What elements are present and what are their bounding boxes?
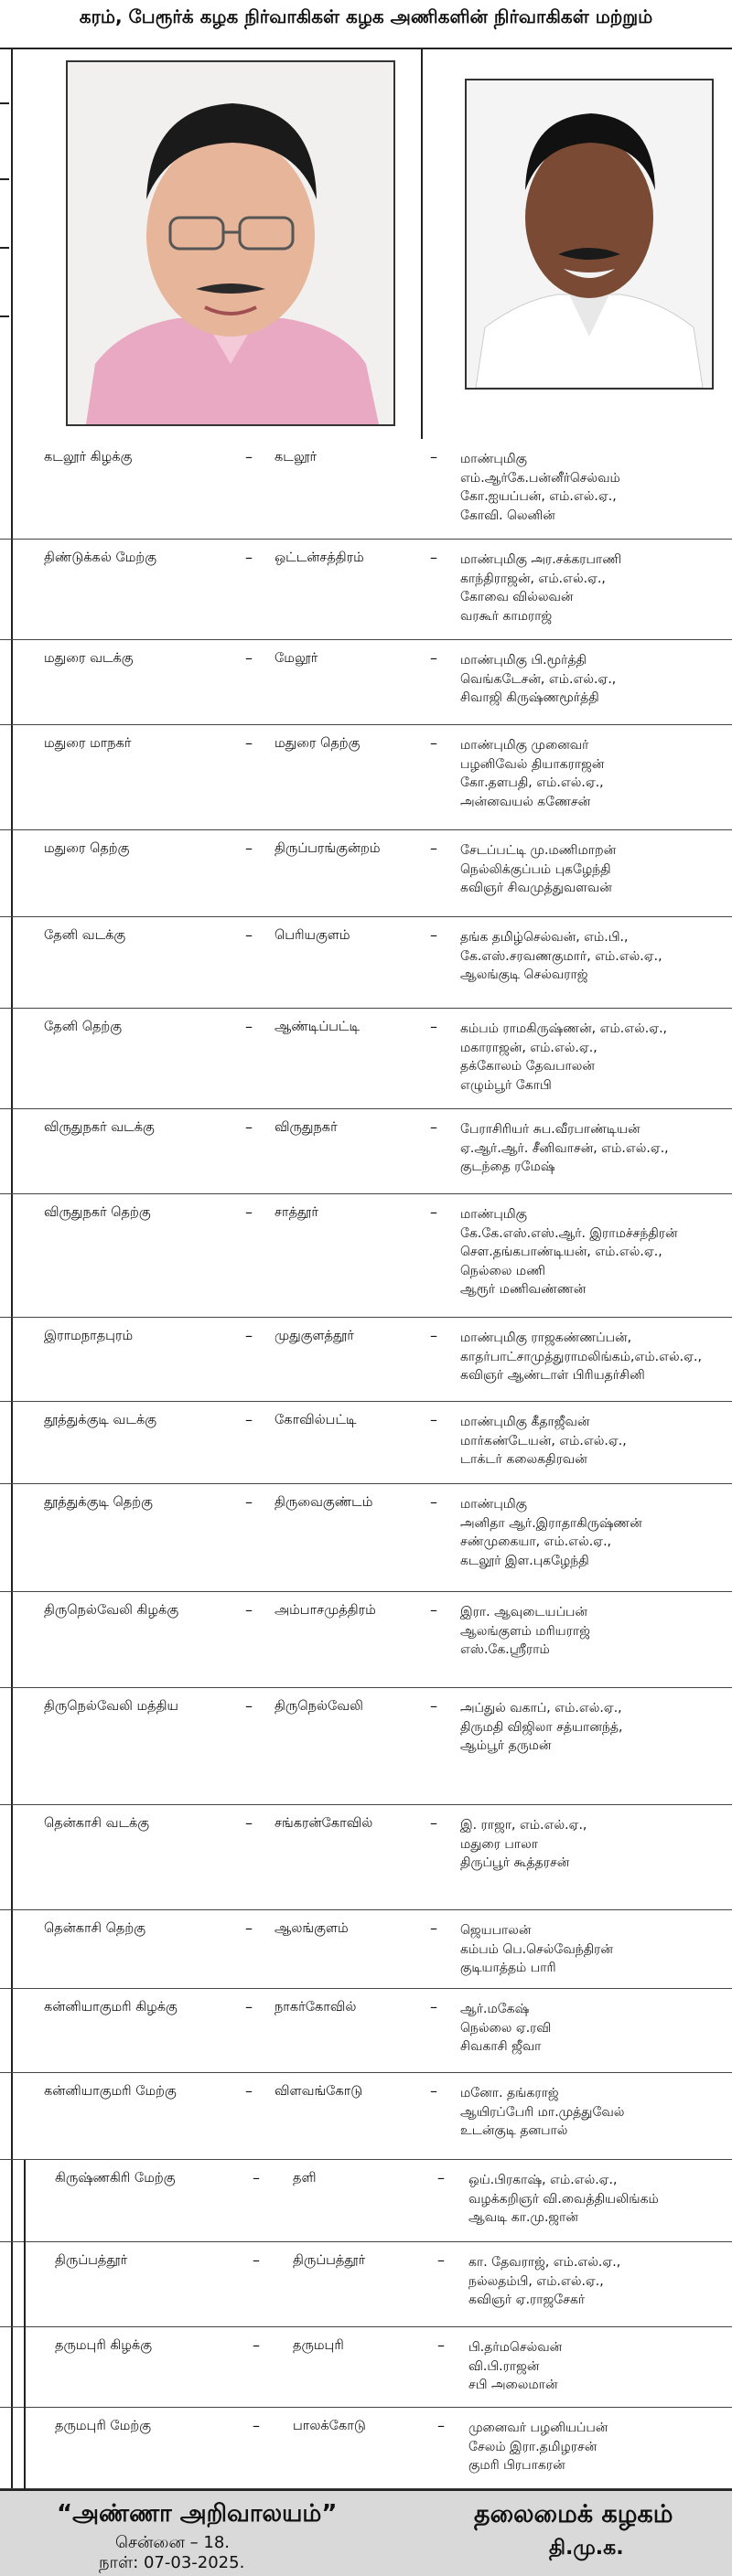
table-row [0, 640, 732, 725]
table-row [0, 439, 732, 540]
dash-separator: – [253, 2251, 260, 2269]
dash-separator: – [245, 1203, 253, 1221]
speaker-name: ஆயிரப்பேரி மா.முத்துவேல் [460, 2104, 625, 2120]
speaker-names [460, 1699, 730, 1756]
constituency-name: பெரியகுளம் [274, 928, 350, 943]
constituency-name: கடலூர் [274, 450, 318, 465]
speaker-name: கோ.தளபதி, எம்.எல்.ஏ., [460, 775, 604, 790]
table-row [0, 725, 732, 830]
dash-separator: – [245, 1018, 253, 1035]
table-row [0, 1484, 732, 1592]
speaker-name: நெல்லிக்குப்பம் புகழேந்தி [460, 861, 611, 877]
constituency-name: திருவைகுண்டம் [274, 1495, 373, 1510]
speaker-name: காதர்பாட்சாமுத்துராமலிங்கம்,எம்.எல்.ஏ., [460, 1349, 702, 1364]
table-row [0, 1009, 732, 1109]
constituency-name: விருதுநகர் [274, 1120, 338, 1135]
speaker-name: ஆவடி கா.மு.ஜான் [468, 2210, 578, 2225]
table-row [0, 1109, 732, 1194]
table-row [0, 1194, 732, 1318]
speaker-name: பழனிவேல் தியாகராஜன் [460, 756, 605, 772]
dash-separator: – [245, 1998, 253, 2015]
speaker-name: மாண்புமிகு அர.சக்கரபாணி [460, 552, 622, 567]
speaker-name: காந்திராஜன், எம்.எல்.ஏ., [460, 571, 606, 586]
dash-separator: – [245, 2082, 253, 2100]
dash-separator: – [245, 549, 253, 566]
constituency-name: ஆண்டிப்பட்டி [274, 1020, 360, 1034]
margin-tick [0, 315, 9, 317]
dash-separator: – [253, 2417, 260, 2434]
dash-separator: – [253, 2336, 260, 2354]
district-name: கன்னியாகுமரி கிழக்கு [44, 2000, 178, 2015]
dash-separator: – [430, 1327, 437, 1344]
table-row [0, 540, 732, 640]
speaker-name: ஒய்.பிரகாஷ், எம்.எல்.ஏ., [468, 2173, 618, 2187]
dash-separator: – [430, 1697, 437, 1715]
speaker-names [468, 2338, 732, 2395]
margin-tick [0, 178, 9, 180]
dash-separator: – [430, 649, 437, 667]
dash-separator: – [245, 839, 253, 857]
speaker-name: மாண்புமிகு பி.மூர்த்தி [460, 653, 587, 668]
speaker-name: இ. ராஜா, எம்.எல்.ஏ., [460, 1818, 587, 1833]
constituency-name: முதுகுளத்தூர் [274, 1329, 354, 1343]
constituency-name: அம்பாசமுத்திரம் [274, 1603, 376, 1618]
speaker-name: தக்கோலம் தேவபாலன் [460, 1059, 596, 1074]
speaker-names [460, 1120, 730, 1177]
speaker-name: ஏ.ஆர்.ஆர். சீனிவாசன், எம்.எல்.ஏ., [460, 1140, 669, 1156]
table-row [0, 2160, 732, 2242]
speaker-name: மாண்புமிகு [460, 1497, 527, 1512]
dash-separator: – [430, 1601, 437, 1619]
speaker-name: பேராசிரியர் சுப.வீரபாண்டியன் [460, 1122, 640, 1137]
dash-separator: – [430, 734, 437, 752]
dash-separator: – [430, 1493, 437, 1511]
constituency-name: திருப்பத்தூர் [293, 2253, 366, 2268]
speaker-name: கம்பம் ராமகிருஷ்ணன், எம்.எல்.ஏ., [460, 1021, 668, 1036]
photo-corner-line [11, 48, 57, 49]
dash-separator: – [253, 2169, 260, 2186]
table-row [0, 1989, 732, 2073]
speaker-names [460, 1020, 730, 1095]
speaker-name: மாண்புமிகு [460, 1207, 527, 1222]
footer-city: சென்னை – 18. [115, 2533, 230, 2552]
constituency-name: தருமபுரி [293, 2338, 344, 2353]
dash-separator: – [245, 1919, 253, 1937]
dash-separator: – [430, 1118, 437, 1136]
speaker-name: கடலூர் இள.புகழேந்தி [460, 1553, 589, 1568]
speaker-name: டாக்டர் கலைகதிரவன் [460, 1452, 587, 1467]
speaker-name: கோவி. லெனின் [460, 508, 555, 523]
speaker-name: மாண்புமிகு [460, 452, 527, 466]
speaker-name: சேலம் இரா.தமிழரசன் [468, 2439, 597, 2454]
constituency-name: விளவங்கோடு [274, 2084, 363, 2099]
dash-separator: – [430, 448, 437, 465]
district-name: தூத்துக்குடி தெற்கு [44, 1495, 153, 1510]
speaker-name: முனைவர் பழனியப்பன் [468, 2421, 608, 2435]
speaker-names [460, 1329, 730, 1385]
constituency-name: தளி [293, 2171, 317, 2186]
district-name: தருமபுரி மேற்கு [55, 2419, 152, 2433]
dash-separator: – [430, 1814, 437, 1832]
dash-separator: – [430, 2082, 437, 2100]
speaker-name: மகாராஜன், எம்.எல்.ஏ., [460, 1040, 597, 1055]
speaker-names [460, 1603, 730, 1660]
page-footer [0, 2489, 732, 2576]
speaker-name: நல்லதம்பி, எம்.எல்.ஏ., [468, 2273, 604, 2289]
table-row [0, 2408, 732, 2489]
speaker-name: அன்னவயல் கணேசன் [460, 794, 591, 809]
speaker-name: கோ.ஐயப்பன், எம்.எல்.ஏ., [460, 489, 617, 504]
speaker-name: கவிஞர் சிவமுத்துவளவன் [460, 881, 612, 895]
district-name: மதுரை மாநகர் [44, 736, 132, 751]
table-row [0, 830, 732, 917]
portrait-photo-left [66, 60, 395, 426]
dash-separator: – [245, 1493, 253, 1511]
speaker-name: வரகூர் காமராஜ் [460, 608, 553, 624]
dash-separator: – [430, 1919, 437, 1937]
speaker-name: நெல்லை ஏ.ரவி [460, 2020, 552, 2036]
speaker-names [460, 2084, 730, 2141]
speaker-names [460, 736, 730, 811]
speaker-name: ஆர்.மகேஷ் [460, 2002, 530, 2016]
speaker-name: எஸ்.கே.ஸ்ரீராம் [460, 1642, 550, 1657]
dash-separator: – [245, 734, 253, 752]
speaker-name: ஆலங்குளம் மரியராஜ் [460, 1623, 590, 1639]
speaker-name: இரா. ஆவுடையப்பன் [460, 1605, 587, 1619]
speaker-name: சேடப்பட்டி மு.மணிமாறன் [460, 843, 617, 858]
speaker-name: வி.பி.ராஜன் [468, 2358, 540, 2374]
district-name: மதுரை தெற்கு [44, 841, 130, 856]
speaker-name: குடியாத்தம் பாரி [460, 1961, 556, 1975]
footer-date: நாள்: 07-03-2025. [99, 2553, 245, 2572]
speaker-name: குடந்தை ரமேஷ் [460, 1160, 555, 1174]
table-row [0, 1318, 732, 1402]
header-text: கரம், பேரூர்க் கழக நிர்வாகிகள் கழக அணிகளின் நிர்வாகிகள் மற்றும் [79, 5, 653, 27]
dash-separator: – [430, 839, 437, 857]
speaker-name: ஆலங்குடி செல்வராஜ் [460, 967, 588, 982]
speaker-name: திருமதி விஜிலா சத்யானந்த், [460, 1719, 623, 1735]
speaker-names [460, 2000, 730, 2057]
constituency-name: திருநெல்வேலி [274, 1699, 363, 1714]
dash-separator: – [245, 1601, 253, 1619]
speaker-name: சௌ.தங்கபாண்டியன், எம்.எல்.ஏ., [460, 1245, 662, 1259]
speaker-name: மாண்புமிகு கீதாஜீவன் [460, 1415, 590, 1429]
speaker-name: கம்பம் பெ.செல்வேந்திரன் [460, 1941, 613, 1957]
district-name: திருநெல்வேலி மத்திய [44, 1699, 178, 1714]
dash-separator: – [430, 926, 437, 944]
district-name: கன்னியாகுமரி மேற்கு [44, 2084, 177, 2099]
portrait-photo-right [465, 79, 714, 390]
table-row [0, 2073, 732, 2160]
speaker-name: எழும்பூர் கோபி [460, 1077, 552, 1093]
speaker-name: மனோ. தங்கராஜ் [460, 2086, 559, 2100]
district-name: தென்காசி தெற்கு [44, 1921, 146, 1936]
district-name: இராமநாதபுரம் [44, 1329, 134, 1343]
constituency-name: நாகர்கோவில் [274, 2000, 357, 2015]
district-name: விருதுநகர் வடக்கு [44, 1120, 155, 1135]
speaker-name: மார்கண்டேயன், எம்.எல்.ஏ., [460, 1433, 627, 1448]
speaker-name: ஆம்பூர் தருமன் [460, 1738, 552, 1753]
margin-tick [0, 102, 9, 104]
speaker-name: மாண்புமிகு ராஜகண்ணப்பன், [460, 1331, 632, 1345]
photo-divider-vertical [421, 48, 423, 439]
constituency-name: திருப்பரங்குன்றம் [274, 841, 381, 856]
speaker-name: கே.கே.எஸ்.எஸ்.ஆர். இராமச்சந்திரன் [460, 1225, 678, 1241]
constituency-name: ஆலங்குளம் [274, 1921, 349, 1936]
table-row [0, 2242, 732, 2327]
table-row [0, 1592, 732, 1688]
speaker-name: கவிஞர் ஆண்டாள் பிரியதர்சினி [460, 1368, 645, 1383]
footer-headquarters: தலைமைக் கழகம் [474, 2500, 673, 2528]
table-row [0, 1688, 732, 1805]
district-name: தருமபுரி கிழக்கு [55, 2338, 153, 2353]
constituency-name: மதுரை தெற்கு [274, 736, 361, 751]
speaker-name: சண்முகையா, எம்.எல்.ஏ., [460, 1534, 611, 1549]
district-name: விருதுநகர் தெற்கு [44, 1205, 151, 1220]
table-row [0, 917, 732, 1009]
speaker-name: கவிஞர் ஏ.ராஜசேகர் [468, 2293, 586, 2307]
district-name: கிருஷ்ணகிரி மேற்கு [55, 2171, 176, 2186]
table-row [0, 2327, 732, 2408]
constituency-name: சங்கரன்கோவில் [274, 1816, 373, 1831]
dash-separator: – [245, 1327, 253, 1344]
constituency-name: ஒட்டன்சத்திரம் [274, 550, 364, 565]
speaker-name: சிவாஜி கிருஷ்ணமூர்த்தி [460, 690, 599, 705]
speaker-names [460, 1413, 730, 1470]
district-name: கடலூர் கிழக்கு [44, 450, 133, 465]
speaker-name: மாண்புமிகு முனைவர் [460, 738, 589, 753]
speaker-names [460, 1495, 730, 1570]
speaker-names [460, 651, 730, 708]
dash-separator: – [430, 1998, 437, 2015]
speaker-names [460, 550, 730, 625]
speaker-name: கே.எஸ்.சரவணகுமார், எம்.எல்.ஏ., [460, 948, 662, 964]
dash-separator: – [245, 649, 253, 667]
dash-separator: – [245, 448, 253, 465]
speaker-name: ஜெயபாலன் [460, 1923, 532, 1938]
speaker-names [468, 2171, 732, 2228]
speaker-name: பி.தர்மசெல்வன் [468, 2340, 563, 2355]
page-header [0, 0, 732, 49]
speaker-name: கா. தேவராஜ், எம்.எல்.ஏ., [468, 2255, 621, 2270]
district-name: தேனி தெற்கு [44, 1020, 123, 1034]
dash-separator: – [430, 1018, 437, 1035]
district-name: தூத்துக்குடி வடக்கு [44, 1413, 157, 1427]
speaker-name: உடன்குடி தனபால் [460, 2123, 568, 2138]
district-name: தேனி வடக்கு [44, 928, 126, 943]
district-name: திருநெல்வேலி கிழக்கு [44, 1603, 179, 1618]
district-name: திண்டுக்கல் மேற்கு [44, 550, 157, 565]
dash-separator: – [430, 1411, 437, 1428]
speaker-name: தங்க தமிழ்செல்வன், எம்.பி., [460, 930, 629, 945]
speaker-name: நெல்லை மணி [460, 1263, 545, 1278]
dash-separator: – [437, 2336, 445, 2354]
speaker-names [460, 841, 730, 898]
speaker-names [468, 2253, 732, 2310]
speaker-names [468, 2419, 732, 2475]
speaker-names [460, 928, 730, 985]
constituency-name: சாத்தூர் [274, 1205, 318, 1220]
dash-separator: – [437, 2251, 445, 2269]
table-row [0, 1910, 732, 1989]
dash-separator: – [430, 1203, 437, 1221]
district-name: திருப்பத்தூர் [55, 2253, 128, 2268]
table-row [0, 1805, 732, 1910]
speaker-name: அனிதா ஆர்.இராதாகிருஷ்ணன் [460, 1515, 642, 1531]
speaker-name: ஆரூர் மணிவண்ணன் [460, 1282, 587, 1297]
speaker-name: கோவை வில்லவன் [460, 590, 574, 604]
district-name: தென்காசி வடக்கு [44, 1816, 150, 1831]
speaker-names [460, 1816, 730, 1873]
speaker-name: குமரி பிரபாகரன் [468, 2458, 565, 2473]
speaker-name: சபி அலைமான் [468, 2378, 558, 2392]
speaker-name: வழக்கறிஞர் வி.வைத்தியலிங்கம் [468, 2191, 659, 2207]
margin-tick [0, 247, 9, 249]
speaker-names [460, 1921, 730, 1978]
speaker-name: திருப்பூர் கூத்தரசன் [460, 1855, 570, 1870]
dash-separator: – [245, 1118, 253, 1136]
speaker-name: வெங்கடேசன், எம்.எல்.ஏ., [460, 671, 617, 687]
dash-separator: – [437, 2169, 445, 2186]
constituency-name: மேலூர் [274, 651, 318, 666]
speaker-name: அப்துல் வகாப், எம்.எல்.ஏ., [460, 1701, 622, 1716]
speaker-name: சிவகாசி ஜீவா [460, 2039, 542, 2054]
district-name: மதுரை வடக்கு [44, 651, 134, 666]
speaker-names [460, 450, 730, 525]
dash-separator: – [245, 1411, 253, 1428]
constituency-name: கோவில்பட்டி [274, 1413, 357, 1427]
dash-separator: – [245, 1814, 253, 1832]
dash-separator: – [430, 549, 437, 566]
dash-separator: – [437, 2417, 445, 2434]
table-row [0, 1402, 732, 1484]
dash-separator: – [245, 1697, 253, 1715]
footer-party-name: தி.மு.க. [549, 2537, 624, 2560]
dash-separator: – [245, 926, 253, 944]
speaker-name: எம்.ஆர்கே.பன்னீர்செல்வம் [460, 470, 620, 486]
speaker-names [460, 1205, 730, 1299]
footer-office-name: “அண்ணா அறிவாலயம்” [57, 2500, 338, 2528]
inner-border-line [24, 2160, 26, 2489]
constituency-name: பாலக்கோடு [293, 2419, 366, 2433]
speaker-name: மதுரை பாலா [460, 1836, 539, 1852]
